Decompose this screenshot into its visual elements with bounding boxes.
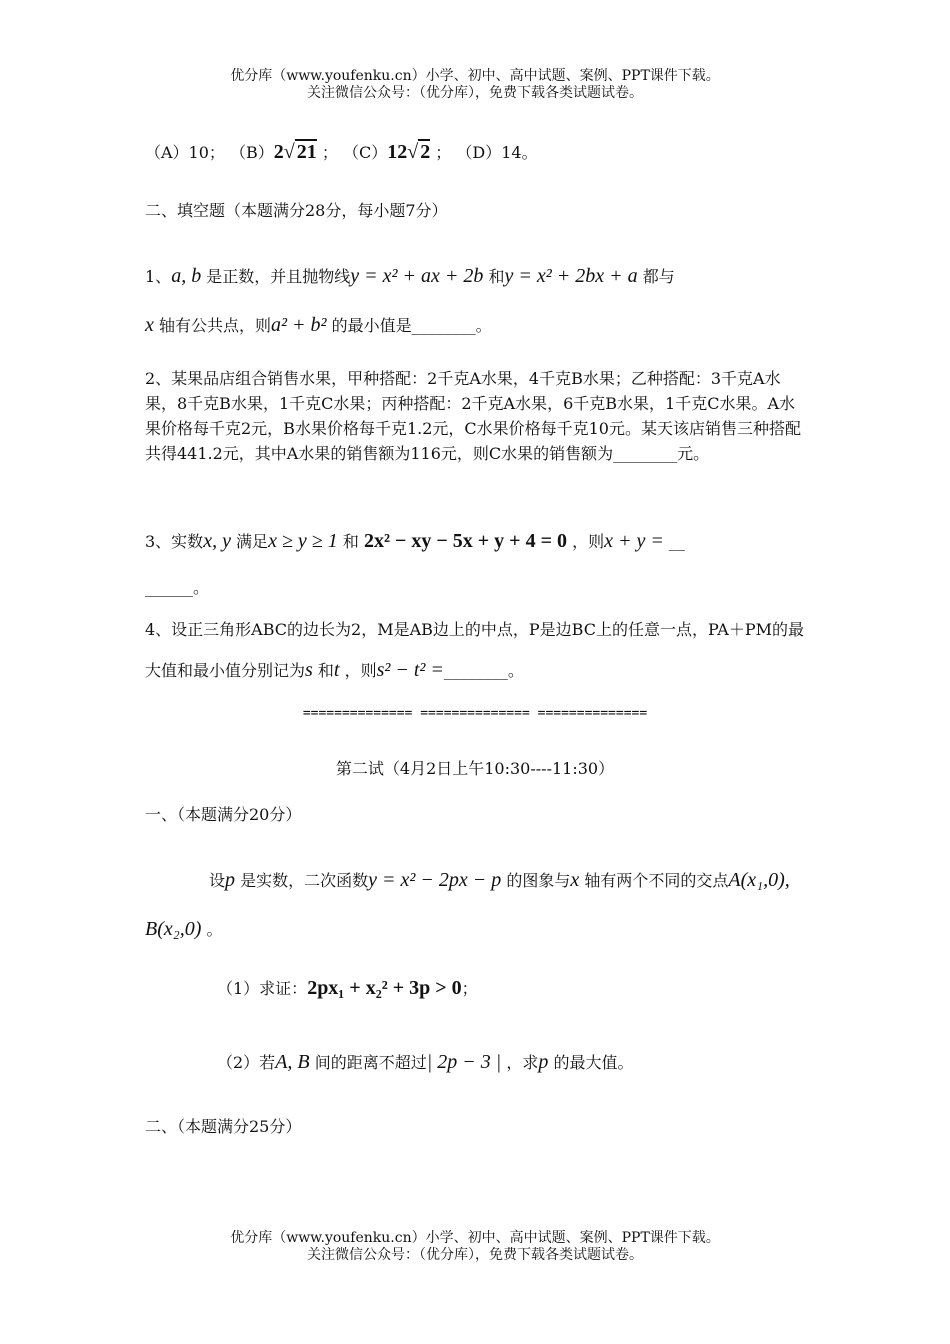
choice-c-radicand: 2 xyxy=(420,141,431,163)
footer-line-2: 关注微信公众号：（优分库），免费下载各类试题试卷。 xyxy=(307,1247,643,1263)
q3-text-2: ，则 xyxy=(572,532,605,551)
q3-number: 3、实数 xyxy=(145,532,204,551)
q3-cond: x ≥ y ≥ 1 xyxy=(268,530,338,552)
q1-text-2: 都与 xyxy=(642,267,675,286)
q1-number: 1、 xyxy=(145,267,172,286)
part2-section-1-title: 一、（本题满分20分） xyxy=(145,805,302,824)
q3-eq: 2x² − xy − 5x + y + 4 = 0 xyxy=(363,530,567,552)
part2-section-1-problem xyxy=(145,856,805,954)
q1-x: x xyxy=(145,314,154,336)
sub2-p: p xyxy=(538,1051,549,1073)
q3-text-1: 满足 xyxy=(236,532,269,551)
q3-blank-2: ______。 xyxy=(145,578,210,597)
choice-d: （D）14。 xyxy=(456,143,538,162)
sub2-text-3: 的最大值。 xyxy=(553,1053,634,1072)
part-2-title: 第二试（4月2日上午10:30----11:30） xyxy=(335,759,615,778)
sub1-label: （1）求证： xyxy=(217,979,308,998)
header-line-2: 关注微信公众号：（优分库），免费下载各类试题试卷。 xyxy=(307,85,643,101)
p1-text-1: 设 xyxy=(209,871,226,890)
question-3 xyxy=(145,518,805,611)
p1-text-3: 的图象与 xyxy=(506,871,571,890)
section-2-title: 二、填空题（本题满分28分，每小题7分） xyxy=(145,201,448,220)
choice-sep-1: ； xyxy=(321,143,338,162)
part2-subquestion-1 xyxy=(145,976,805,1001)
choice-b-coef: 2 xyxy=(273,141,284,163)
sub2-abs: | 2p − 3 | xyxy=(426,1051,502,1073)
page-footer xyxy=(0,1230,950,1264)
answer-choices xyxy=(145,140,805,165)
p1-text-2: 是实数，二次函数 xyxy=(240,871,369,890)
p1-points: A(x₁,0), B(x₂,0) xyxy=(145,869,790,940)
divider-line: ============== ============== ============== xyxy=(302,706,648,721)
question-4 xyxy=(145,610,805,691)
q4-expr: s² − t² = xyxy=(376,659,444,681)
p1-text-5: 。 xyxy=(206,920,223,939)
q4-t: t xyxy=(333,659,340,681)
sub2-text-2: ，求 xyxy=(506,1053,539,1072)
choice-c-coef: 12 xyxy=(387,141,408,163)
choice-c-label: （C） xyxy=(342,143,388,162)
footer-line-1: 优分库（www.youfenku.cn）小学、初中、高中试题、案例、PPT课件下载。 xyxy=(230,1230,720,1246)
question-1 xyxy=(145,252,805,350)
p1-text-4: 轴有两个不同的交点 xyxy=(584,871,729,890)
q1-eq-2: y = x² + 2bx + a xyxy=(504,265,638,287)
q3-expr: x + y = xyxy=(604,530,664,552)
q1-text-4: 的最小值是________。 xyxy=(331,316,492,335)
q4-text-3: ________。 xyxy=(443,661,524,680)
p1-x: x xyxy=(570,869,580,891)
sub1-expr: 2px₁ + x₂² + 3p > 0 xyxy=(307,977,462,999)
choice-b-radicand: 21 xyxy=(296,141,317,163)
sub2-text-1: 间的距离不超过 xyxy=(314,1053,427,1072)
sub2-ab: A, B xyxy=(275,1051,310,1073)
sqrt-symbol: √ xyxy=(407,141,419,163)
q1-and: 和 xyxy=(488,267,505,286)
header-line-1: 优分库（www.youfenku.cn）小学、初中、高中试题、案例、PPT课件下载。 xyxy=(230,68,720,84)
q3-and: 和 xyxy=(342,532,359,551)
q4-text-1: 4、设正三角形ABC的边长为2，M是AB边上的中点，P是边BC上的任意一点，PA＋PM的最大值和最小值分别记为 xyxy=(145,620,804,680)
part2-section-2-title: 二、（本题满分25分） xyxy=(145,1117,302,1136)
choice-b-label: （B） xyxy=(230,143,274,162)
question-2: 2、某果品店组合销售水果，甲种搭配：2千克A水果，4千克B水果；乙种搭配：3千克A水果，8千克B水果，1千克C水果；丙种搭配：2千克A水果，6千克B水果，1千克C水果。A水果价格每千克2元，B水果价格每千克1.2元，C水果价格每千克10元。某天该店销售三种搭配共得441.2元，其中A水果的销售额为116元，则C水果的销售额为________元。 xyxy=(145,369,801,463)
q4-text-2: ，则 xyxy=(344,661,377,680)
choice-sep-2: ； xyxy=(435,143,452,162)
sub1-end: ； xyxy=(461,979,478,998)
q4-and: 和 xyxy=(317,661,334,680)
q3-blank-1: __ xyxy=(668,532,685,551)
q1-vars: a, b xyxy=(171,265,202,287)
q1-text-1: 是正数，并且抛物线 xyxy=(206,267,351,286)
q1-eq-1: y = x² + ax + 2b xyxy=(350,265,484,287)
page-header xyxy=(0,68,950,102)
q3-vars: x, y xyxy=(203,530,231,552)
p1-func: y = x² − 2px − p xyxy=(368,869,502,891)
sqrt-symbol: √ xyxy=(283,141,295,163)
q1-text-3: 轴有公共点，则 xyxy=(158,316,271,335)
q1-expr: a² + b² xyxy=(271,314,327,336)
part2-subquestion-2 xyxy=(145,1050,805,1075)
sub2-label: （2）若 xyxy=(217,1053,276,1072)
choice-a: （A）10； xyxy=(145,143,225,162)
p1-p: p xyxy=(225,869,236,891)
q4-s: s xyxy=(305,659,313,681)
